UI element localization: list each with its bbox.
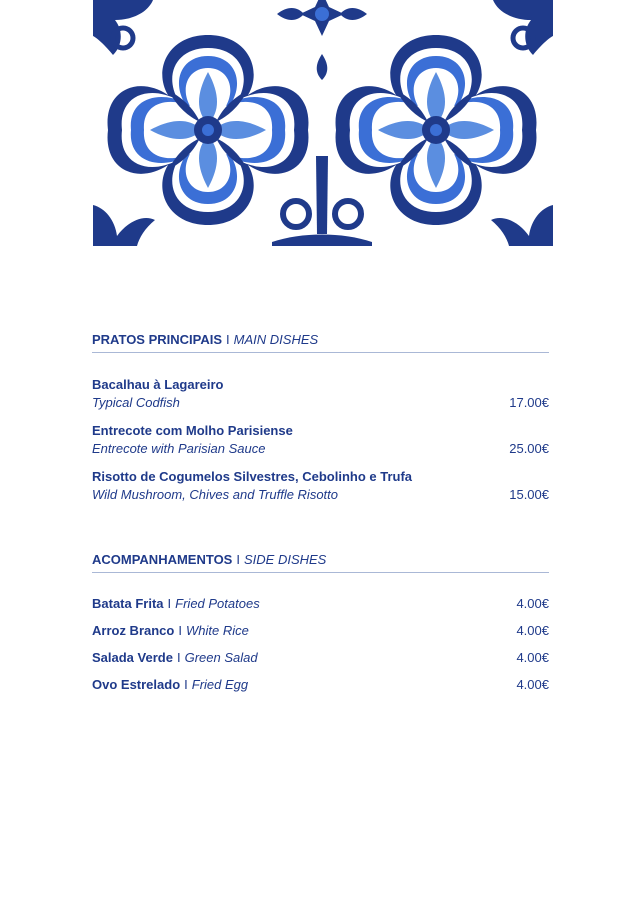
dish-name-pt: Bacalhau à Lagareiro [92,377,224,392]
side-dish-price: 4.00€ [516,623,549,638]
side-dish-item [92,676,549,694]
side-dish-item [92,649,549,667]
side-dishes-title-en: SIDE DISHES [243,552,327,567]
item-separator: I [178,623,182,638]
title-separator: I [236,552,240,567]
main-dishes-title-pt: PRATOS PRINCIPAIS [92,332,223,347]
main-dishes-title-en: MAIN DISHES [233,332,319,347]
dish-price: 17.00€ [509,395,549,410]
main-dishes-heading [92,332,549,353]
dish-name-en: Entrecote with Parisian Sauce [92,441,266,456]
side-dishes-heading [92,552,549,573]
side-dish-price: 4.00€ [516,596,549,611]
side-dishes-title-pt: ACOMPANHAMENTOS [92,552,233,567]
item-separator: I [167,596,172,611]
side-dish-name-en: White Rice [185,623,249,638]
title-separator: I [226,332,230,347]
side-dish-price: 4.00€ [516,677,549,692]
side-dish-name-en: Green Salad [184,650,258,665]
side-dish-name-en: Fried Potatoes [175,596,260,611]
dish-name-pt: Entrecote com Molho Parisiense [92,423,293,438]
item-separator: I [184,677,188,692]
side-dish-name-en: Fried Egg [191,677,249,692]
dish-name-pt: Risotto de Cogumelos Silvestres, Cebolinho e Trufa [92,469,412,484]
dish-name-en: Typical Codfish [92,395,180,410]
side-dish-name-pt: Ovo Estrelado [92,677,181,692]
side-dishes-section [92,552,549,694]
side-dish-item [92,595,549,613]
side-dish-name-pt: Salada Verde [92,650,173,665]
dish-item [92,422,549,458]
dish-item [92,468,549,504]
dish-name-en: Wild Mushroom, Chives and Truffle Risotto [92,487,339,502]
azulejo-tile-decoration [93,0,553,246]
main-dishes-section [92,332,549,504]
side-dish-item [92,622,549,640]
dish-price: 15.00€ [509,487,549,502]
item-separator: I [176,650,181,665]
side-dish-name-pt: Arroz Branco [92,623,175,638]
dish-price: 25.00€ [509,441,549,456]
side-dish-price: 4.00€ [516,650,549,665]
dish-item [92,376,549,412]
side-dish-name-pt: Batata Frita [92,596,164,611]
